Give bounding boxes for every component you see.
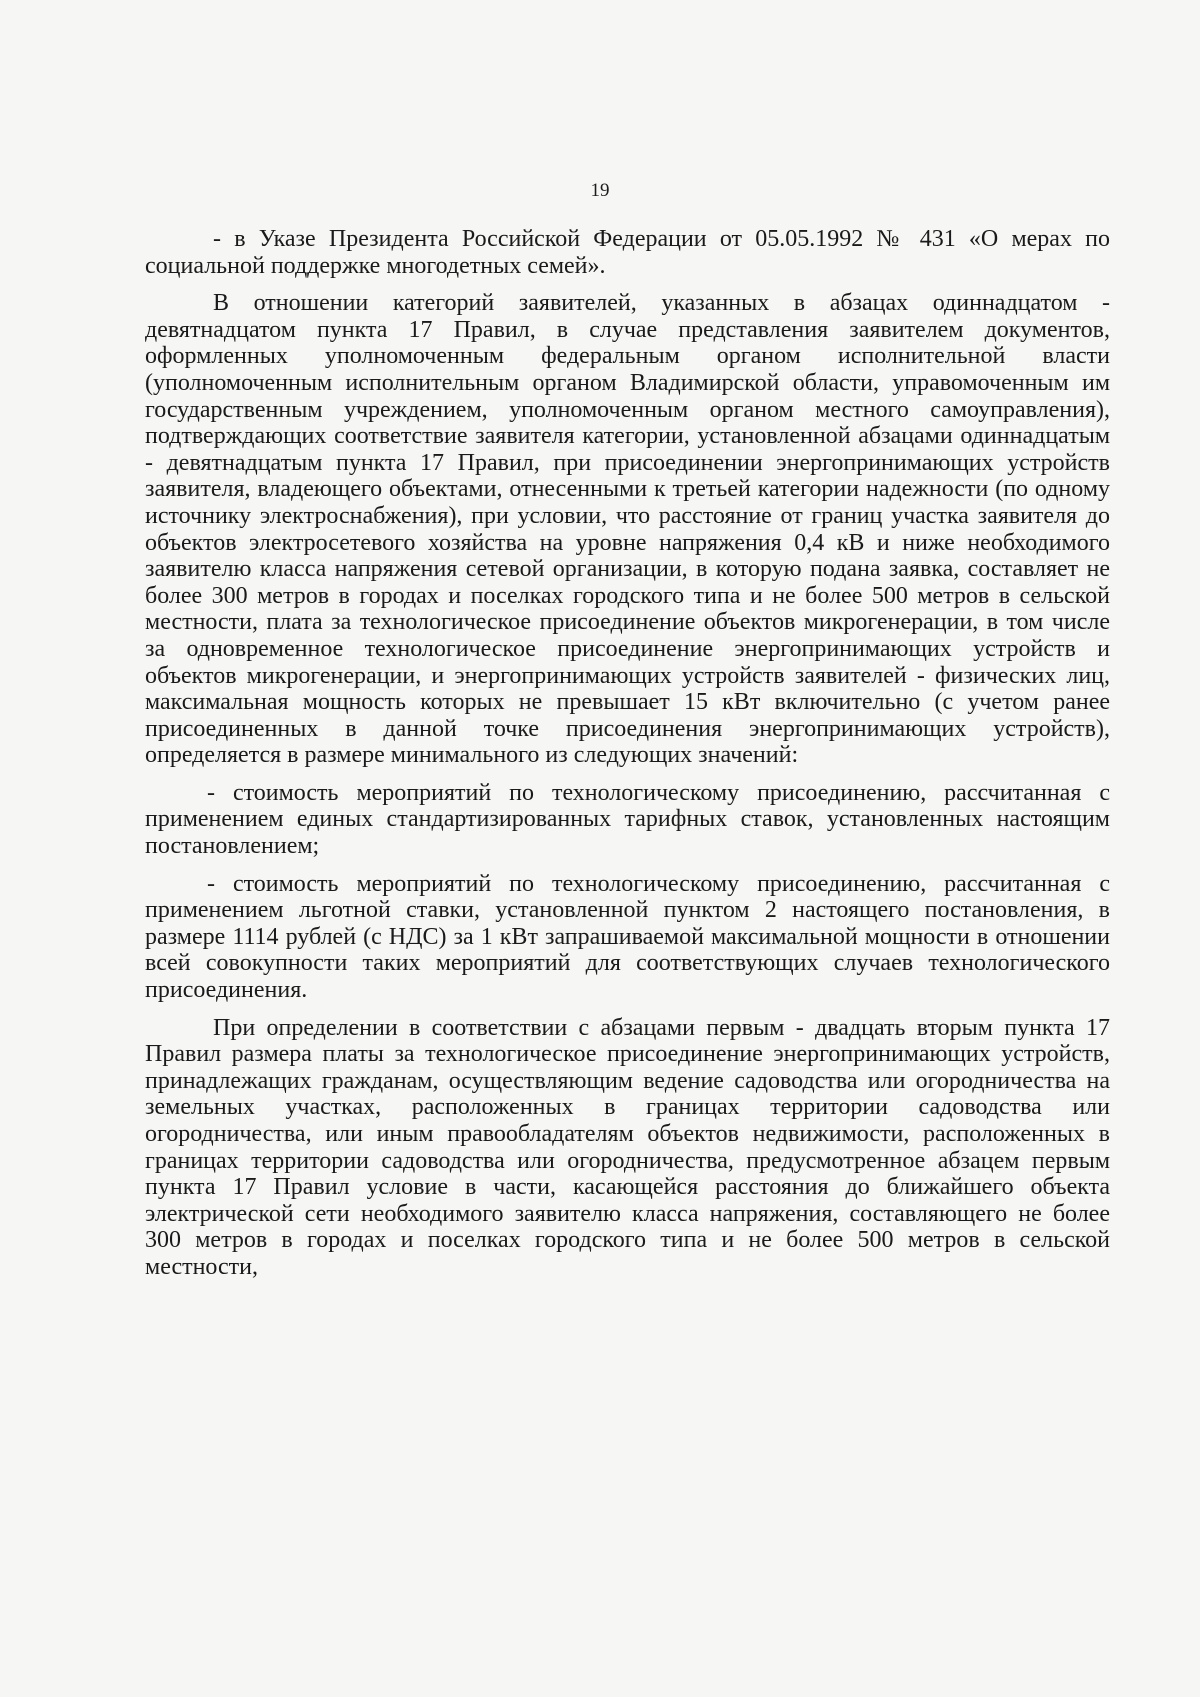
paragraph-gardening-fee: При определении в соответствии с абзацами первым - двадцать вторым пункта 17 Правил размера платы за технологическое присоединение энергопринимающих устройств, принадлежащих гражданам, осуществляющим ведение садоводства или огородничества на земельных участках, расположенных в границах территории садоводства или огородничества, или иным правообладателям объектов недвижимости, расположенных в границах территории садоводства или огородничества, предусмотренное абзацем первым пункта 17 Правил условие в части, касающейся расстояния до ближайшего объекта электрической сети необходимого заявителю класса напряжения, составляющего не более 300 метров в городах и поселках городского типа и не более 500 метров в сельской местности, xyxy=(145,1014,1110,1280)
page-number: 19 xyxy=(590,180,610,201)
paragraph-applicant-categories: В отношении категорий заявителей, указанных в абзацах одиннадцатом - девятнадцатом пункта 17 Правил, в случае представления заявителем документов, оформленных уполномоченным федеральным органом исполнительной власти (уполномоченным исполнительным органом Владимирской области, управомоченным им государственным учреждением, уполномоченным органом местного самоуправления), подтверждающих соответствие заявителя категории, установленной абзацами одиннадцатым - девятнадцатым пункта 17 Правил, при присоединении энергопринимающих устройств заявителя, владеющего объектами, отнесенными к третьей категории надежности (по одному источнику электроснабжения), при условии, что расстояние от границ участка заявителя до объектов электросетевого хозяйства на уровне напряжения 0,4 кВ и ниже необходимого заявителю класса напряжения сетевой организации, в которую подана заявка, составляет не более 300 метров в городах и поселках городского типа и не более 500 метров в сельской местности, плата за технологическое присоединение объектов микрогенерации, в том числе за одновременное технологическое присоединение энергопринимающих устройств и объектов микрогенерации, и энергопринимающих устройств заявителей - физических лиц, максимальная мощность которых не превышает 15 кВт включительно (с учетом ранее присоединенных в данной точке присоединения энергопринимающих устройств), определяется в размере минимального из следующих значений: xyxy=(145,290,1110,769)
document-body xyxy=(145,226,1110,1292)
paragraph-decree-reference: - в Указе Президента Российской Федерации от 05.05.1992 № 431 «О мерах по социальной поддержке многодетных семей». xyxy=(145,226,1110,279)
paragraph-standard-rates: - стоимость мероприятий по технологическому присоединению, рассчитанная с применением единых стандартизированных тарифных ставок, установленных настоящим постановлением; xyxy=(145,779,1110,860)
paragraph-preferential-rate: - стоимость мероприятий по технологическому присоединению, рассчитанная с применением льготной ставки, установленной пунктом 2 настоящего постановления, в размере 1114 рублей (с НДС) за 1 кВт запрашиваемой максимальной мощности в отношении всей совокупности таких мероприятий для соответствующих случаев технологического присоединения. xyxy=(145,870,1110,1004)
